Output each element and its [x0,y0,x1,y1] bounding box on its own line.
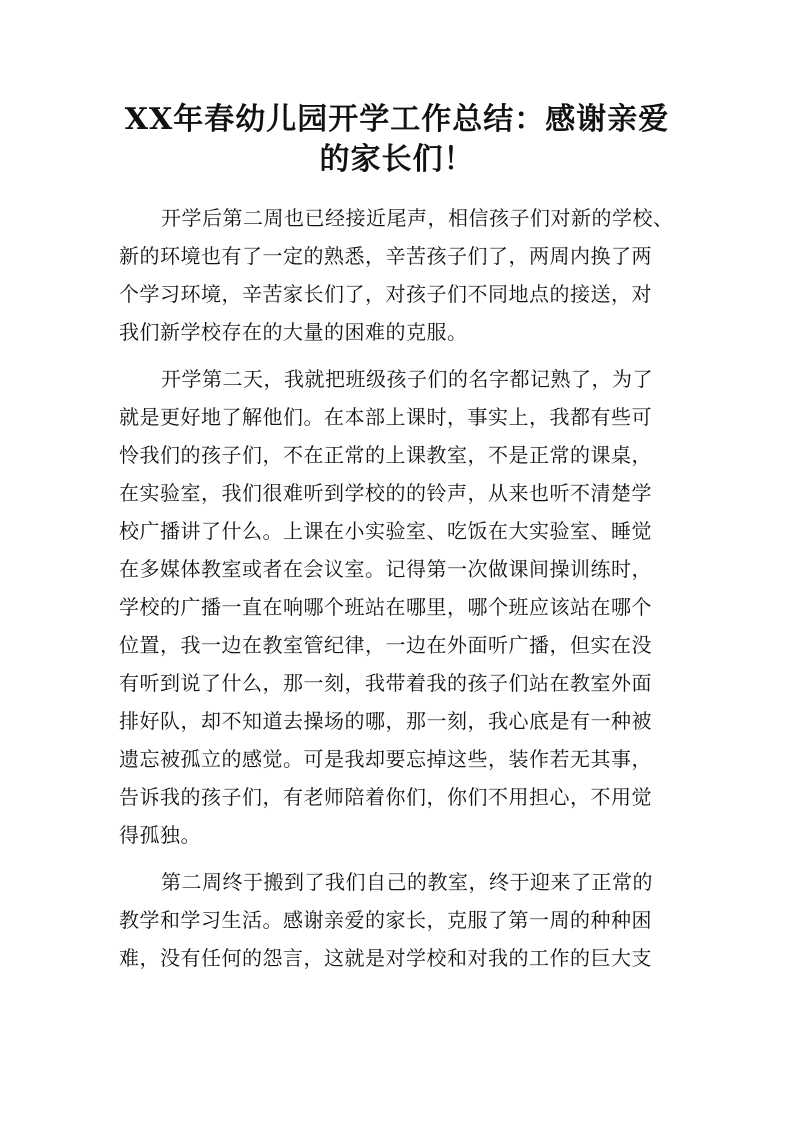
paragraph-2-line-7: 学校的广播一直在响哪个班站在哪里，哪个班应该站在哪个 [119,595,652,619]
document-title-line-2: 的家长们！ [319,142,475,177]
paragraph-2-line-6: 在多媒体教室或者在会议室。记得第一次做课间操训练时， [119,557,652,581]
paragraph-3-line-1: 第二周终于搬到了我们自己的教室，终于迎来了正常的 [161,870,653,894]
paragraph-2-line-8: 位置，我一边在教室管纪律，一边在外面听广播，但实在没 [119,633,652,657]
paragraph-2-line-12: 告诉我的孩子们，有老师陪着你们，你们不用担心，不用觉 [119,785,652,809]
paragraph-3-line-2: 教学和学习生活。感谢亲爱的家长，克服了第一周的种种困 [119,908,652,932]
document-title-line-1: XX年春幼儿园开学工作总结：感谢亲爱 [124,102,670,137]
paragraph-2-line-9: 有听到说了什么，那一刻，我带着我的孩子们站在教室外面 [119,671,652,695]
paragraph-3-line-3: 难，没有任何的怨言，这就是对学校和对我的工作的巨大支 [119,946,652,970]
paragraph-2-line-10: 排好队，却不知道去操场的哪，那一刻，我心底是有一种被 [119,709,652,733]
paragraph-1-line-4: 我们新学校存在的大量的困难的克服。 [119,320,468,344]
paragraph-2-line-3: 怜我们的孩子们，不在正常的上课教室，不是正常的课桌， [119,443,652,467]
paragraph-2-line-11: 遗忘被孤立的感觉。可是我却要忘掉这些，装作若无其事， [119,747,652,771]
paragraph-2-line-13: 得孤独。 [119,823,201,847]
paragraph-1-line-2: 新的环境也有了一定的熟悉，辛苦孩子们了，两周内换了两 [119,244,652,268]
paragraph-2-line-5: 校广播讲了什么。上课在小实验室、吃饭在大实验室、睡觉 [119,519,652,543]
paragraph-2-line-1: 开学第二天，我就把班级孩子们的名字都记熟了，为了 [161,367,653,391]
paragraph-1-line-1: 开学后第二周也已经接近尾声，相信孩子们对新的学校、 [161,206,674,230]
paragraph-1-line-3: 个学习环境，辛苦家长们了，对孩子们不同地点的接送，对 [119,282,652,306]
paragraph-2-line-4: 在实验室，我们很难听到学校的的铃声，从来也听不清楚学 [119,481,652,505]
paragraph-2-line-2: 就是更好地了解他们。在本部上课时，事实上，我都有些可 [119,405,652,429]
